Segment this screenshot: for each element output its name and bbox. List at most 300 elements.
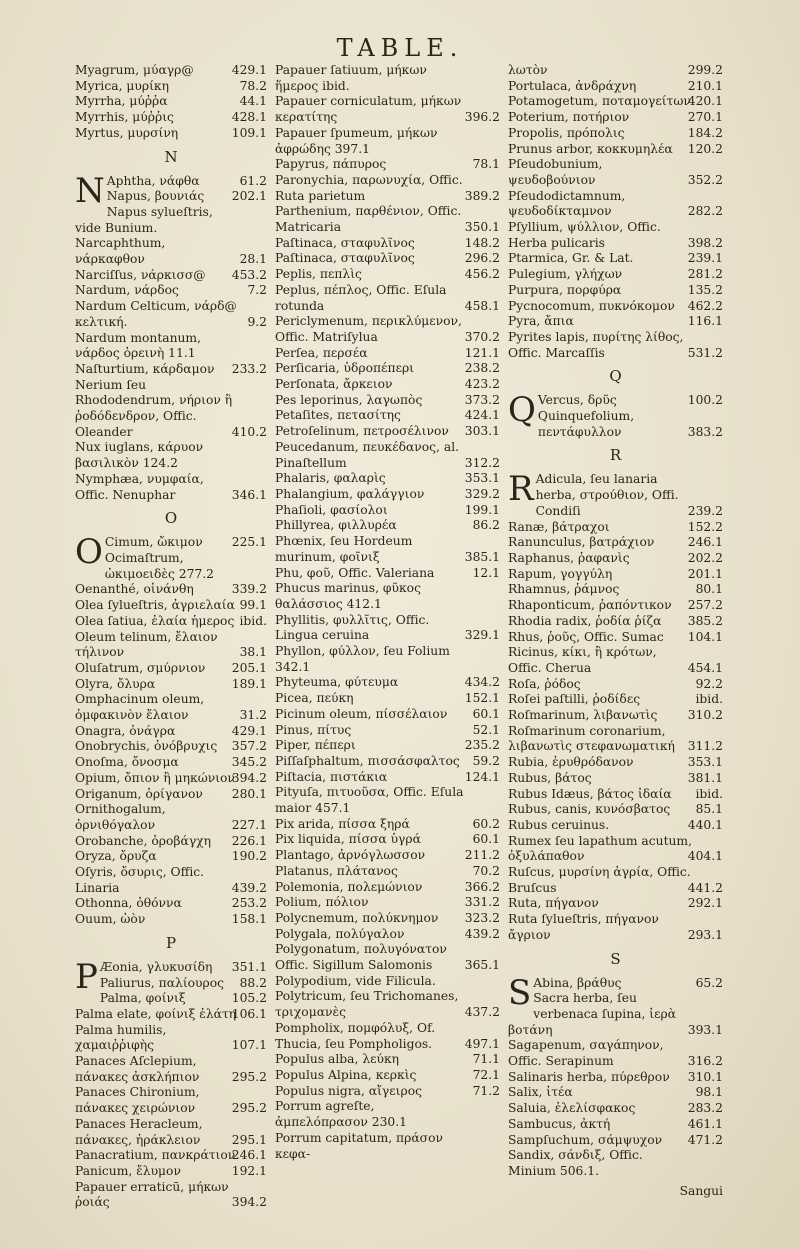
index-entry: [275, 1052, 500, 1068]
page-reference: 239.2: [687, 503, 723, 518]
index-entry: [508, 299, 723, 315]
page-reference: 246.1: [231, 1148, 267, 1163]
index-entry: [275, 283, 500, 314]
page-reference: 78.1: [472, 157, 500, 172]
page-reference: 404.1: [687, 849, 723, 864]
index-entry: [508, 1070, 723, 1086]
index-entry: [75, 268, 267, 284]
entry-term: Myrrha, μύῤῥα: [75, 94, 168, 109]
index-entry: [75, 661, 267, 677]
entry-term: Peplus, πέπλος, Offic. Eſula rotunda: [275, 282, 447, 313]
index-entry: [508, 79, 723, 95]
entry-term: Pix liquida, πίσσα ὑγρά: [275, 832, 421, 847]
index-entry: [75, 976, 267, 992]
entry-term: Pycnocomum, πυκνόκομον: [508, 298, 675, 313]
page-reference: 462.2: [687, 298, 723, 313]
index-entry: [275, 377, 500, 393]
index-entry: [75, 236, 267, 267]
index-entry: [275, 204, 500, 235]
entry-term: Pyra, ἄπια: [508, 314, 574, 329]
page-reference: 59.2: [472, 753, 500, 768]
entry-term: Saluia, ἐλελίσφακος: [508, 1101, 636, 1116]
page-reference: 52.1: [472, 722, 500, 737]
page-reference: 310.1: [687, 1069, 723, 1084]
entry-term: Picinum oleum, πίσσέλαιον: [275, 706, 448, 721]
index-entry: [75, 802, 267, 833]
page-reference: 293.1: [687, 927, 723, 942]
page-reference: 299.2: [687, 63, 723, 77]
page-reference: 394.2: [231, 770, 267, 785]
entry-term: Polygonatum, πολυγόνατον Offic. Sigillum Salomonis: [275, 942, 447, 973]
index-entry: [275, 1021, 500, 1052]
entry-term: Phillyrea, φιλλυρέα: [275, 518, 397, 533]
page-reference: 233.2: [231, 361, 267, 376]
page-reference: 310.2: [687, 708, 723, 723]
entry-term: Raphanus, ῥαφανὶς: [508, 550, 630, 565]
index-entry: [75, 1085, 267, 1116]
entry-term: Polium, πόλιον: [275, 895, 369, 910]
index-entry: [75, 283, 267, 299]
entry-term: Rapum, γογγύλη: [508, 566, 613, 581]
entry-term: Palma, φοίνιξ: [99, 991, 186, 1006]
page-reference: 192.1: [231, 1164, 267, 1178]
page-reference: 7.2: [247, 283, 267, 298]
index-entry: [275, 644, 500, 675]
entry-term: Panacratium, πανκράτιον: [75, 1148, 236, 1163]
page-reference: 282.2: [687, 204, 723, 219]
entry-term: Ranæ, βάτραχοι: [508, 519, 610, 534]
page-reference: 456.2: [464, 267, 500, 282]
entry-term: Perſea, περσέα: [275, 345, 368, 360]
index-entry: [275, 361, 500, 377]
index-entry: [75, 1023, 267, 1054]
page-reference: 189.1: [231, 676, 267, 691]
index-entry: [508, 708, 723, 724]
index-entry: [75, 1054, 267, 1085]
entry-term: Ricinus, κίκι, ἢ κρότων, Offic. Cherua: [508, 645, 657, 675]
index-entry: [508, 63, 723, 79]
entry-term: Plantago, ἀρνόγλωσσον: [275, 848, 426, 863]
entry-term: Picea, πεύκη: [275, 691, 354, 706]
index-entry: [75, 126, 267, 142]
index-entry: [75, 692, 267, 723]
entry-term: Purpura, πορφύρα: [508, 282, 622, 297]
entry-term: Rubus Idæus, βάτος ἰδαία: [508, 786, 672, 801]
entry-term: Quinquefolium, πεντάφυλλον: [537, 409, 635, 439]
page-reference: 373.2: [464, 392, 500, 407]
page-reference: 316.2: [687, 1054, 723, 1069]
page-reference: 226.1: [231, 833, 267, 848]
entry-term: Onoſma, ὄνοσμα: [75, 755, 179, 770]
page-reference: 135.2: [687, 282, 723, 297]
entry-term: Onagra, ὀνάγρα: [75, 723, 176, 738]
entry-term: Ptarmica, Gr. & Lat.: [508, 251, 634, 266]
page-reference: 86.2: [472, 518, 500, 533]
index-entry: [275, 1131, 500, 1162]
page-title: TABLE.: [336, 34, 464, 62]
index-entry: [508, 251, 723, 267]
entry-term: Piper, πέπερι: [275, 738, 356, 753]
index-entry: [275, 63, 500, 94]
entry-term: Peplis, πεπλὶς: [275, 267, 362, 282]
page-reference: 202.1: [231, 189, 267, 204]
index-entry: [75, 598, 267, 614]
index-entry: [75, 472, 267, 503]
page-reference: 71.2: [472, 1083, 500, 1098]
index-entry: [508, 582, 723, 598]
entry-term: Rhodia radix, ῥοδία ῥίζα: [508, 613, 662, 628]
entry-term: Ruta ſylueſtris, πήγανον ἄγριον: [508, 912, 659, 942]
page-reference: 353.1: [464, 471, 500, 486]
page-reference: 184.2: [687, 125, 723, 140]
index-entry: [275, 613, 500, 644]
index-entry: [75, 63, 267, 79]
page-reference: 270.1: [687, 110, 723, 125]
index-entry: [508, 1101, 723, 1117]
entry-term: Aphtha, νάφθα: [106, 173, 200, 188]
entry-term: Peucedanum, πευκέδανος, al. Pinaſtellum: [275, 439, 460, 470]
index-entry: [275, 251, 500, 267]
entry-term: Roſmarinum, λιβανωτὶς: [508, 708, 658, 723]
index-entry: [75, 849, 267, 865]
page-reference: 329.1: [464, 628, 500, 643]
entry-term: Poterium, ποτήριον: [508, 110, 630, 125]
page-reference: ibid.: [239, 613, 267, 628]
index-entry: [275, 126, 500, 157]
index-entry: [275, 1099, 500, 1130]
index-entry: [508, 645, 723, 676]
index-entry: [75, 1117, 267, 1148]
page-reference: 434.2: [464, 675, 500, 690]
entry-term: Populus nigra, αἴγειρος: [275, 1083, 422, 1098]
entry-term: Sampſuchum, σάμψυχον: [508, 1132, 663, 1147]
index-entry: [75, 79, 267, 95]
index-entry: [275, 817, 500, 833]
page-reference: 531.2: [687, 345, 723, 360]
entry-term: Phaſioli, φασίολοι: [275, 502, 388, 517]
page-reference: 439.2: [464, 926, 500, 941]
entry-term: Paliurus, παλίουρος: [99, 975, 225, 990]
entry-term: Narcaphthum, νάρκαφθον: [75, 236, 166, 267]
index-entry: [508, 614, 723, 630]
page-reference: 352.2: [687, 172, 723, 187]
page-reference: 202.2: [687, 550, 723, 565]
page-reference: 461.1: [687, 1116, 723, 1131]
page-reference: 253.2: [231, 896, 267, 911]
entry-term: Napus sylueſtris, vide Bunium.: [75, 204, 213, 235]
entry-term: Orobanche, ὀροβάγχη: [75, 833, 212, 848]
index-entry: [275, 738, 500, 754]
page-reference: 497.1: [464, 1036, 500, 1051]
page-reference: 393.1: [687, 1022, 723, 1037]
index-entry: [75, 991, 267, 1007]
index-entry: [275, 314, 500, 345]
index-entry: [508, 520, 723, 536]
index-entry: [508, 469, 723, 519]
entry-term: Adicula, ſeu lanaria herba, στρούθιον, Offi. Condiſi: [535, 472, 679, 518]
entry-term: Prunus arbor, κοκκυμηλέα: [508, 141, 673, 156]
page-reference: 239.1: [687, 251, 723, 266]
page-reference: 152.2: [687, 519, 723, 534]
index-entry: [508, 802, 723, 818]
page-reference: 92.2: [695, 676, 723, 691]
entry-term: Sandix, σάνδιξ, Offic. Minium 506.1.: [508, 1148, 643, 1178]
index-entry: [275, 518, 500, 534]
page-reference: ibid.: [695, 786, 723, 801]
index-entry: [508, 630, 723, 646]
index-entry: [508, 551, 723, 567]
entry-term: Paronychia, παρωνυχία, Offic. Ruta parietum: [275, 172, 463, 203]
entry-term: Papauer ſatiuum, μήκων ἥμερος ibid.: [275, 63, 427, 93]
page-reference: 429.1: [231, 723, 267, 738]
index-entry: [508, 865, 723, 896]
entry-term: Pix arida, πίσσα ξηρά: [275, 816, 410, 831]
section-letter: N: [164, 147, 178, 166]
page-reference: 246.1: [687, 535, 723, 550]
index-entry: [275, 236, 500, 252]
entry-term: Polemonia, πολεμώνιον: [275, 879, 423, 894]
index-entry: [75, 1164, 267, 1180]
index-entry: [75, 677, 267, 693]
page-reference: 190.2: [231, 849, 267, 864]
page-reference: 366.2: [464, 879, 500, 894]
entry-term: Nymphæa, νυμφαία, Offic. Nenuphar: [75, 471, 204, 502]
page-reference: 88.2: [239, 975, 267, 990]
index-entry: [508, 724, 723, 755]
entry-term: Oſyris, ὄσυρις, Offic. Linaria: [75, 865, 205, 895]
entry-term: Othonna, ὀθόννα: [75, 896, 182, 911]
entry-term: Perſicaria, ὑδροπέπερι: [275, 361, 415, 376]
entry-term: Panicum, ἔλυμον: [75, 1164, 181, 1178]
index-entry: [275, 832, 500, 848]
page-reference: 441.2: [687, 880, 723, 895]
entry-term: Pſeudodictamnum, ψευδοδίκταμνον: [508, 188, 626, 219]
page-reference: 238.2: [464, 361, 500, 376]
index-entry: [275, 691, 500, 707]
entry-term: Roſei paſtilli, ῥοδίδες: [508, 692, 641, 707]
page-reference: 439.2: [231, 880, 267, 895]
page-reference: 458.1: [464, 298, 500, 313]
entry-term: Rhus, ῥοῦς, Offic. Sumac: [508, 629, 664, 644]
entry-term: Oleum telinum, ἔλαιον τήλινον: [75, 629, 218, 660]
entry-term: Phœnix, ſeu Hordeum murinum, φοῖνιξ: [275, 534, 413, 564]
index-column-1: [75, 63, 267, 1211]
page-reference: 424.1: [464, 408, 500, 423]
index-entry: [508, 598, 723, 614]
index-entry: [508, 818, 723, 834]
entry-term: Perſonata, ἄρκειον: [275, 377, 393, 392]
page-reference: 323.2: [464, 910, 500, 925]
index-entry: [508, 314, 723, 330]
entry-term: Petroſelinum, πετροσέλινον: [275, 424, 449, 439]
entry-term: Myagrum, μύαγρ@: [75, 63, 194, 77]
entry-term: Pulegium, γλήχων: [508, 267, 623, 282]
entry-term: Olea ſatiua, ἐλαία ἡμερος: [75, 613, 235, 628]
section-letter: R: [609, 446, 622, 465]
entry-term: Myrtus, μυρσίνη: [75, 125, 179, 140]
page-reference: 357.2: [231, 739, 267, 754]
entry-term: Salinaris herba, πύρεθρον: [508, 1069, 670, 1084]
page-reference: 429.1: [231, 63, 267, 77]
page-reference: 105.2: [231, 991, 267, 1006]
entry-term: Nux iuglans, κάρυον βασιλικὸν 124.2: [75, 440, 204, 471]
entry-term: Onobrychis, ὀνόβρυχις: [75, 739, 218, 754]
entry-term: Origanum, ὀρίγανον: [75, 786, 203, 801]
index-entry: [275, 942, 500, 973]
index-entry: [75, 331, 267, 362]
page-reference: 199.1: [464, 502, 500, 517]
page-reference: 381.1: [687, 770, 723, 785]
page-reference: 454.1: [687, 660, 723, 675]
index-entry: [508, 1133, 723, 1149]
entry-term: Oryza, ὄρυζα: [75, 849, 157, 864]
entry-term: Papauer corniculatum, μήκων κερατίτης: [275, 94, 462, 125]
page-reference: 210.1: [687, 78, 723, 93]
index-entry: [275, 566, 500, 582]
index-entry: [508, 692, 723, 708]
section-letter: S: [610, 949, 621, 968]
index-entry: [508, 267, 723, 283]
index-entry: [75, 865, 267, 896]
entry-term: Abina, βράθυς: [533, 975, 622, 990]
index-entry: [508, 142, 723, 158]
page-reference: 235.2: [464, 738, 500, 753]
page-reference: 331.2: [464, 895, 500, 910]
page-reference: 100.2: [687, 393, 723, 408]
entry-term: Myrrhis, μύῤῥις: [75, 110, 174, 125]
section-letter: P: [165, 933, 177, 952]
index-entry: [275, 487, 500, 503]
entry-term: Pes leporinus, λαγωπὸς: [275, 392, 423, 407]
entry-term: Myrica, μυρίκη: [75, 78, 169, 93]
drop-cap: P: [75, 956, 98, 997]
entry-term: Sagapenum, σαγάπηνον, Offic. Serapinum: [508, 1038, 664, 1069]
entry-term: Omphacinum oleum, ὀμφακινὸν ἔλαιον: [75, 692, 205, 723]
index-entry: [275, 503, 500, 519]
page-reference: 351.1: [231, 959, 267, 974]
index-entry: [75, 787, 267, 803]
page-reference: 280.1: [231, 786, 267, 801]
index-entry: [75, 834, 267, 850]
index-entry: [508, 834, 723, 865]
entry-term: Papauer ſpumeum, μήκων ἀφρώδης 397.1: [275, 125, 438, 156]
entry-term: Nardum Celticum, νάρδ@ κελτική.: [75, 299, 237, 329]
entry-term: Palma humilis, χαμαιῤῥιφὴς: [75, 1022, 167, 1053]
entry-term: Phucus marinus, φῦκος θαλάσσιος 412.1: [275, 581, 421, 611]
entry-term: Petaſites, πετασίτης: [275, 408, 401, 423]
entry-term: Roſmarinum coronarium, λιβανωτὶς στεφανωματική: [508, 723, 675, 754]
page-reference: 61.2: [239, 173, 267, 188]
index-entry: [75, 1148, 267, 1164]
entry-term: Ruſcus, μυρσίνη ἀγρία, Offic. Bruſcus: [508, 865, 691, 895]
index-entry: [75, 739, 267, 755]
entry-term: Ouum, ὠὸν: [75, 912, 146, 927]
drop-cap: S: [508, 972, 532, 1013]
entry-term: Pſeudobunium, ψευδοβούνιον: [508, 157, 603, 187]
entry-term: Nardum, νάρδος: [75, 283, 179, 298]
entry-term: λωτὸν: [508, 63, 548, 77]
index-column-3: [508, 63, 723, 1199]
index-entry: [275, 1068, 500, 1084]
page-reference: 121.1: [464, 345, 500, 360]
entry-term: Rubia, ἐρυθρόδανον: [508, 755, 634, 770]
index-entry: [75, 110, 267, 126]
page-reference: 65.2: [695, 975, 723, 990]
index-entry: [75, 362, 267, 378]
index-entry: [275, 911, 500, 927]
entry-term: Paſtinaca, σταφυλῖνος: [275, 235, 415, 250]
index-entry: [275, 723, 500, 739]
entry-term: Papauer erraticū, μήκων ῥοιάς: [75, 1179, 229, 1210]
entry-term: Rhaponticum, ῥαπόντικον: [508, 598, 672, 613]
page-reference: 225.1: [231, 535, 267, 550]
entry-term: Napus, βουνιάς: [106, 189, 205, 204]
entry-term: Papyrus, πάπυρος: [275, 157, 387, 172]
page-reference: 116.1: [687, 314, 723, 329]
index-entry: [508, 1085, 723, 1101]
page-reference: 329.2: [464, 486, 500, 501]
entry-term: Phalaris, φαλαρὶς: [275, 471, 386, 486]
entry-term: Nerium ſeu Rhododendrum, νήριον ἢ ῥοδόδενδρον, Offic. Oleander: [75, 377, 233, 439]
entry-term: Populus alba, λεύκη: [275, 1052, 400, 1067]
entry-term: Sambucus, ἀκτή: [508, 1116, 611, 1131]
entry-term: Piſtacia, πιστάκια: [275, 769, 388, 784]
entry-term: Platanus, πλάτανος: [275, 863, 398, 878]
index-entry: [508, 94, 723, 110]
entry-term: Salix, ἰτέα: [508, 1085, 573, 1100]
index-entry: [508, 991, 723, 1038]
index-entry: [275, 346, 500, 362]
index-entry: [508, 771, 723, 787]
index-entry: [75, 614, 267, 630]
index-entry: [508, 110, 723, 126]
index-entry: [508, 220, 723, 251]
index-entry: [75, 630, 267, 661]
page-reference: 80.1: [695, 582, 723, 597]
page-reference: 471.2: [687, 1132, 723, 1147]
drop-cap: N: [75, 170, 105, 211]
index-entry: [275, 173, 500, 204]
page-reference: 124.1: [464, 769, 500, 784]
index-entry: [275, 424, 500, 440]
entry-term: Oenanthé, οἰνάνθη: [75, 582, 194, 597]
index-entry: [508, 755, 723, 771]
entry-term: Pompholix, πομφόλυξ, Of. Thucia, ſeu Pompholigos.: [275, 1020, 436, 1051]
page-reference: 423.2: [464, 377, 500, 392]
entry-term: Rubus, canis, κυνόσβατος: [508, 802, 671, 817]
entry-term: Palma elate, φοίνιξ ἐλάτη: [75, 1006, 237, 1021]
index-entry: [75, 189, 267, 205]
entry-term: Phyteuma, φύτευμα: [275, 675, 399, 690]
page-reference: 389.2: [464, 188, 500, 203]
index-entry: [75, 896, 267, 912]
entry-term: Panaces Chironium, πάνακες χειρώνιον: [75, 1085, 200, 1116]
page-reference: 339.2: [231, 582, 267, 597]
entry-term: Propolis, πρόπολις: [508, 125, 625, 140]
index-entry: [275, 408, 500, 424]
page-reference: 71.1: [472, 1052, 500, 1067]
entry-term: Polygala, πολύγαλον: [275, 926, 405, 941]
page-reference: 9.2: [247, 314, 267, 329]
entry-term: Phyllitis, φυλλῖτις, Offic. Lingua ceruina: [275, 612, 430, 643]
index-entry: [75, 94, 267, 110]
page-reference: 106.1: [231, 1006, 267, 1021]
entry-term: Phyllon, φύλλον, ſeu Folium 342.1: [275, 644, 450, 674]
page-reference: 148.2: [464, 235, 500, 250]
page-reference: 152.1: [464, 691, 500, 706]
page-reference: 12.1: [472, 565, 500, 580]
entry-term: Portulaca, ἀνδράχνη: [508, 78, 637, 93]
